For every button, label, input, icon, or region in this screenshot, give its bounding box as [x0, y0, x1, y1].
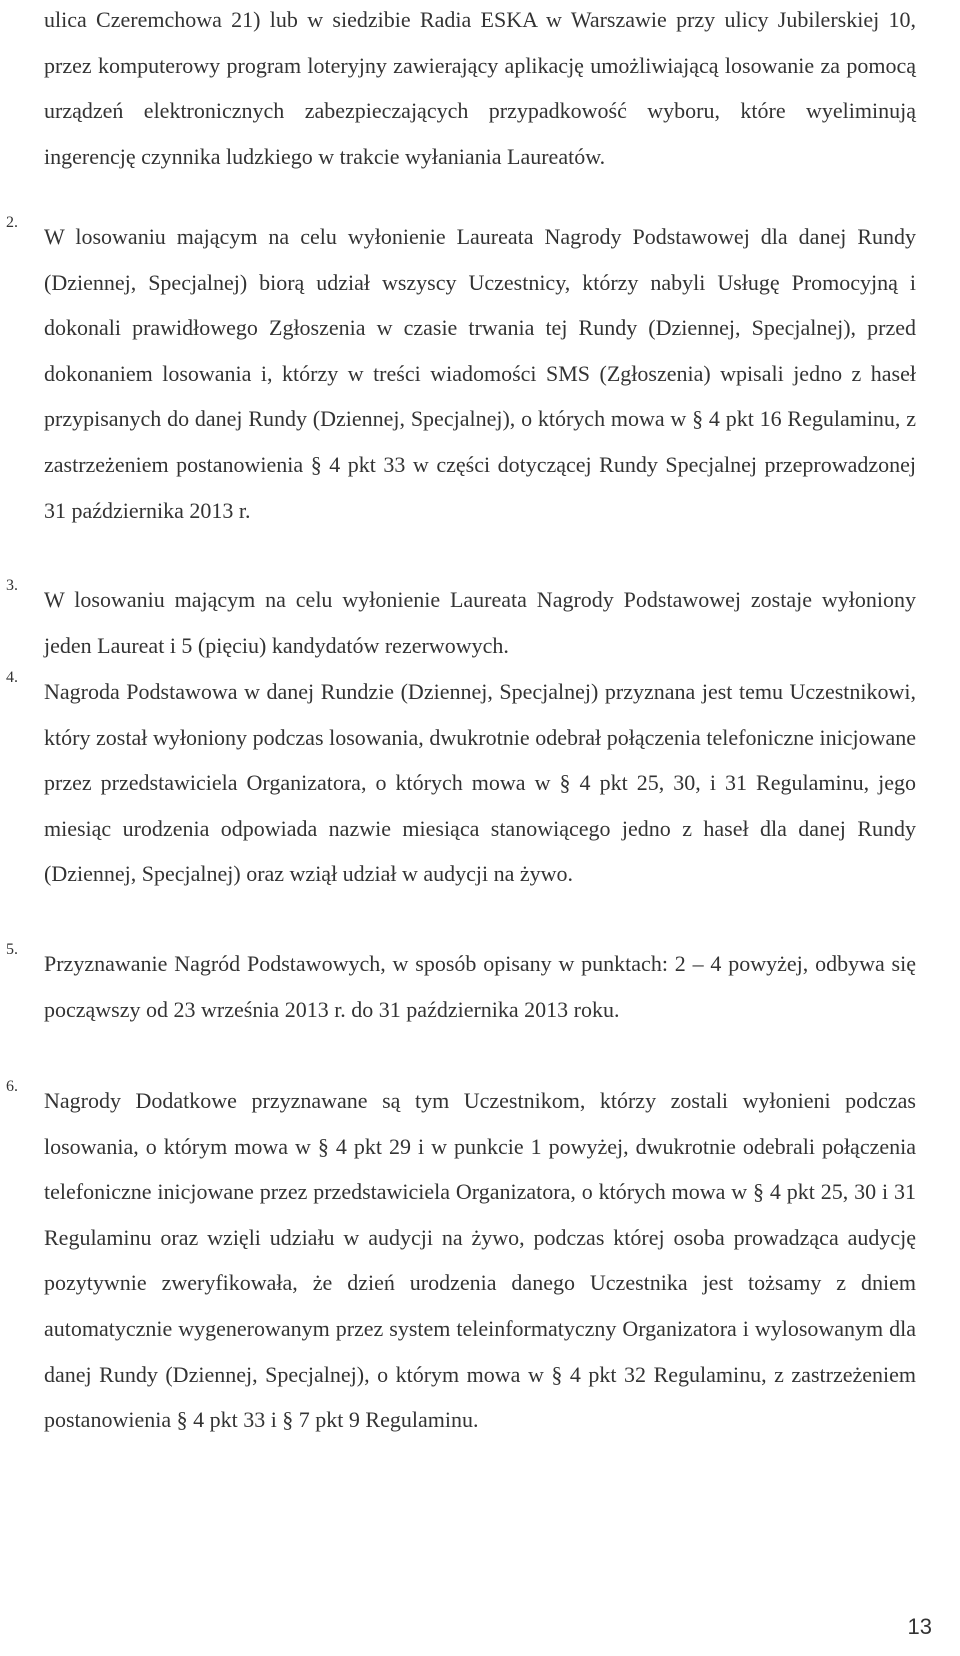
- intro-paragraph: ulica Czeremchowa 21) lub w siedzibie Radia ESKA w Warszawie przy ulicy Jubilerskiej 10, przez komputerowy program loteryjny zawierający aplikację umożliwiającą losowanie za pomocą urządzeń elektronicznych zabezpieczających przypadkowość wyboru, które wyeliminują ingerencję czynnika ludzkiego w trakcie wyłaniania Laureatów.: [44, 7, 916, 169]
- list-item-4: [6, 669, 916, 897]
- list-item-text: W losowaniu mającym na celu wyłonienie Laureata Nagrody Podstawowej dla danej Rundy (Dziennej, Specjalnej) biorą udział wszyscy Uczestnicy, którzy nabyli Usługę Promocyjną i dokonali prawidłowego Zgłoszenia w czasie trwania tej Rundy (Dziennej, Specjalnej), przed dokonaniem losowania i, którzy w treści wiadomości SMS (Zgłoszenia) wpisali jedno z haseł przypisanych do danej Rundy (Dziennej, Specjalnej), o których mowa w § 4 pkt 16 Regulaminu, z zastrzeżeniem postanowienia § 4 pkt 33 w części dotyczącej Rundy Specjalnej przeprowadzonej 31 października 2013 r.: [44, 224, 916, 523]
- list-item-3: [6, 577, 916, 668]
- list-item-number: 2.: [6, 214, 18, 231]
- list-item-5: [6, 941, 916, 1032]
- list-item-2: [6, 214, 916, 533]
- list-item-text: Przyznawanie Nagród Podstawowych, w sposób opisany w punktach: 2 – 4 powyżej, odbywa się począwszy od 23 września 2013 r. do 31 października 2013 roku.: [44, 951, 916, 1022]
- list-item-6: [6, 1078, 916, 1443]
- page-number: 13: [907, 1614, 932, 1639]
- list-item-text: W losowaniu mającym na celu wyłonienie Laureata Nagrody Podstawowej zostaje wyłoniony jeden Laureat i 5 (pięciu) kandydatów rezerwowych.: [44, 587, 916, 658]
- list-item-text: Nagrody Dodatkowe przyznawane są tym Uczestnikom, którzy zostali wyłonieni podczas losowania, o którym mowa w § 4 pkt 29 i w punkcie 1 powyżej, dwukrotnie odebrali połączenia telefoniczne inicjowane przez przedstawiciela Organizatora, o których mowa w § 4 pkt 25, 30 i 31 Regulaminu oraz wzięli udziału w audycji na żywo, podczas której osoba prowadząca audycję pozytywnie zweryfikowała, że dzień urodzenia danego Uczestnika jest tożsamy z dniem automatycznie wygenerowanym przez system teleinformatyczny Organizatora i wylosowanym dla danej Rundy (Dziennej, Specjalnej), o którym mowa w § 4 pkt 32 Regulaminu, z zastrzeżeniem postanowienia § 4 pkt 33 i § 7 pkt 9 Regulaminu.: [44, 1088, 916, 1433]
- list-item-text: Nagroda Podstawowa w danej Rundzie (Dziennej, Specjalnej) przyznana jest temu Uczestnikowi, który został wyłoniony podczas losowania, dwukrotnie odebrał połączenia telefoniczne inicjowane przez przedstawiciela Organizatora, o których mowa w § 4 pkt 25, 30, i 31 Regulaminu, jego miesiąc urodzenia odpowiada nazwie miesiąca stanowiącego jedno z haseł dla danej Rundy (Dziennej, Specjalnej) oraz wziął udział w audycji na żywo.: [44, 679, 916, 887]
- list-item-number: 3.: [6, 577, 18, 594]
- list-item-number: 6.: [6, 1078, 18, 1095]
- list-item-number: 5.: [6, 941, 18, 958]
- list-item-number: 4.: [6, 669, 18, 686]
